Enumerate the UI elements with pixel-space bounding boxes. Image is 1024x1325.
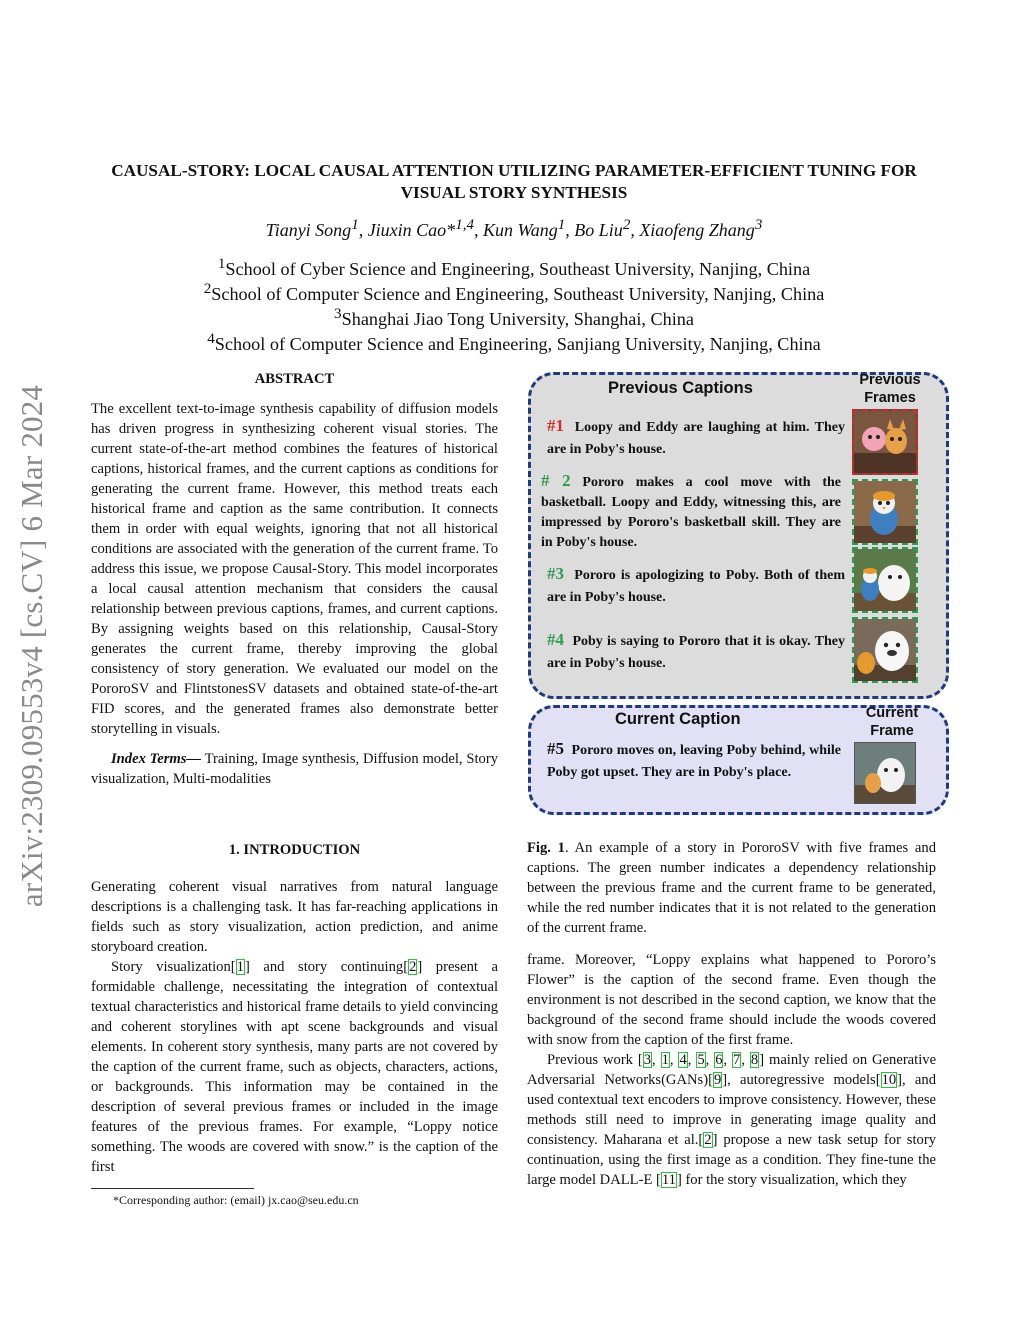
citation-link[interactable]: 9	[713, 1072, 722, 1088]
citation-link[interactable]: 11	[661, 1172, 676, 1188]
caption-1: #1 Loopy and Eddy are laughing at him. They are in Poby's house.	[547, 416, 845, 457]
previous-frames-heading: Previous Frames	[859, 372, 921, 406]
introduction-section	[91, 840, 498, 1177]
current-caption-heading: Current Caption	[615, 710, 741, 728]
frame-thumbnail-3	[852, 547, 918, 613]
paper-title: CAUSAL-STORY: LOCAL CAUSAL ATTENTION UTILIZING PARAMETER-EFFICIENT TUNING FOR VISUAL STORY SYNTHESIS	[111, 161, 917, 202]
citation-link[interactable]: 1	[236, 959, 244, 975]
citation-link[interactable]: 1	[661, 1052, 669, 1068]
arxiv-stamp: arXiv:2309.09553v4 [cs.CV] 6 Mar 2024	[14, 384, 49, 908]
abstract-text: The excellent text-to-image synthesis capability of diffusion models has driven progress in synthesizing coherent visual stories. The current state-of-the-art method combines the features of historical captions, historical frames, and the current captions as conditions for generating the current frame. However, this method treats each historical frame and caption as the same contribution. It connects them in order with equal weights, ignoring that not all historical conditions are associated with the generation of the current frame. To address this issue, we propose Causal-Story. This model incorporates a local causal attention mechanism that considers the causal relationship between previous captions, frames, and current captions. By assigning weights based on this relationship, Causal-Story generates the current frame, thereby improving the global consistency of story generation. We evaluated our model on the PororoSV and FlintstonesSV datasets and obtained state-of-the-art FID scores, and the generated frames also demonstrate better storytelling in visuals.	[91, 401, 498, 737]
caption-2: # 2 Pororo makes a cool move with the basketball. Loopy and Eddy, witnessing this, are impressed by Pororo's basketball skill. They are in Poby's house.	[541, 471, 842, 550]
author: Bo Liu$^2$	[574, 217, 631, 240]
author: Tianyi Song$^1$	[265, 217, 359, 240]
author: Xiaofeng Zhang$^3$	[639, 217, 763, 240]
abstract-section	[91, 369, 498, 789]
caption-5: #5 Pororo moves on, leaving Poby behind, while Poby got upset. They are in Poby's place.	[547, 739, 842, 780]
frame-thumbnail-1	[852, 409, 918, 475]
affiliation: $^3$Shanghai Jiao Tong University, Shanghai, China	[334, 305, 694, 330]
right-column-body	[527, 950, 936, 1190]
figure-caption: Fig. 1. An example of a story in PororoSV with five frames and captions. The green number indicates a dependency relationship between the previous frame and the current frame to be generated, while the red number indicates that it is not related to the generation of the current frame.	[527, 840, 936, 936]
current-caption-panel	[528, 705, 949, 815]
body-paragraph-2: Previous work [3, 1, 4, 5, 6, 7, 8] mainly relied on Generative Adversarial Networks(GANs)[9], autoregressive models[10], and used contextual text encoders to improve consistency. However, these methods still need to improve in generating image quality and consistency. Maharana et al.[2] propose a new task setup for story continuation, using the first image as a condition. They fine-tune the large model DALL-E [11] for the story visualization, which they	[527, 1052, 937, 1188]
affiliation: $^4$School of Computer Science and Engineering, Sanjiang University, Nanjing, China	[207, 330, 821, 355]
affiliation: $^1$School of Cyber Science and Engineering, Southeast University, Nanjing, China	[217, 255, 811, 280]
caption-4: #4 Poby is saying to Pororo that it is okay. They are in Poby's house.	[547, 630, 845, 671]
frame-thumbnail-4	[852, 617, 918, 683]
frame-thumbnail-2	[852, 479, 918, 545]
citation-link[interactable]: 7	[733, 1052, 741, 1068]
citation-link[interactable]: 6	[715, 1052, 723, 1068]
author: Kun Wang$^1$	[482, 217, 566, 240]
intro-paragraph-2: Story visualization[1] and story continuing[2] present a formidable challenge, necessitating the integration of contextual textual characteristics and historical frame details to yield convincing and coherent storylines with apt scene backgrounds and visual elements. In coherent story synthesis, many parts are not covered by the caption of the current frame, such as objects, characters, actions, or backgrounds. This information may be contained in the description of several previous frames or included in the image features of the previous frames. For example, “Loppy notice something. The woods are covered with snow.” is the caption of the first	[91, 959, 498, 1175]
intro-paragraph-1: Generating coherent visual narratives from natural language descriptions is a challenging task. It has far-reaching applications in fields such as story visualization, action prediction, and anime storyboard creation.	[91, 879, 498, 955]
previous-captions-panel	[528, 372, 949, 699]
citation-link[interactable]: 4	[679, 1052, 687, 1068]
index-terms: Index Terms— Training, Image synthesis, Diffusion model, Story visualization, Multi-modalities	[91, 751, 498, 787]
affiliation-list	[90, 254, 938, 354]
citation-link[interactable]: 2	[704, 1132, 712, 1148]
footnote-rule	[91, 1188, 254, 1189]
citation-link[interactable]: 3	[643, 1052, 652, 1068]
citation-link[interactable]: 5	[697, 1052, 705, 1068]
current-frame-thumbnail	[854, 742, 916, 804]
caption-3: #3 Pororo is apologizing to Poby. Both of them are in Poby's house.	[547, 564, 845, 605]
citation-link[interactable]: 2	[409, 959, 417, 975]
figure-1	[525, 362, 951, 822]
body-paragraph-1: frame. Moreover, “Loppy explains what happened to Pororo’s Flower” is the caption of the second frame. Even though the environment is not described in the second caption, we know that the background of the second frame should include the woods covered with snow from the caption of the first frame.	[527, 952, 936, 1048]
abstract-heading: ABSTRACT	[254, 371, 335, 387]
author-list: Tianyi Song$^1$, Jiuxin Cao*$^{1,4}$, Kun Wang$^1$, Bo Liu$^2$, Xiaofeng Zhang$^3$	[265, 217, 763, 240]
current-frame-heading: Current Frame	[865, 705, 919, 739]
previous-captions-heading: Previous Captions	[608, 379, 753, 397]
affiliation: $^2$School of Computer Science and Engineering, Southeast University, Nanjing, China	[203, 280, 825, 305]
author: Jiuxin Cao*$^{1,4}$	[367, 217, 474, 240]
footnote: *Corresponding author: (email) jx.cao@seu.edu.cn	[113, 1193, 359, 1207]
citation-link[interactable]: 8	[750, 1052, 759, 1068]
citation-link[interactable]: 10	[881, 1072, 897, 1088]
intro-heading: 1. INTRODUCTION	[228, 842, 361, 858]
